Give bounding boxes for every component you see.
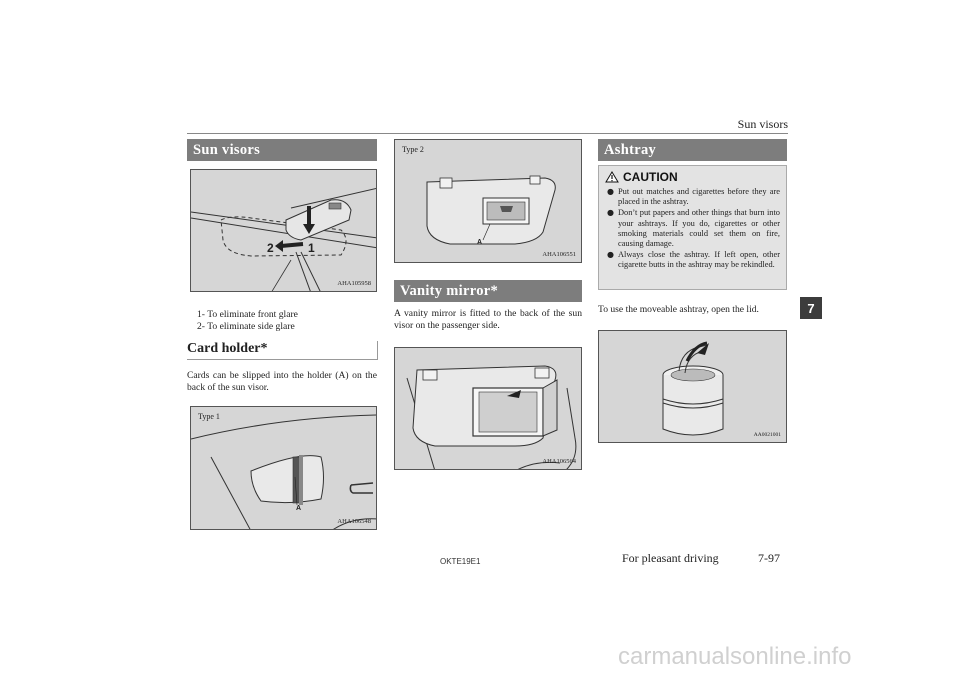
figure-vanity-mirror-type2 [394, 139, 582, 263]
caution-list [599, 187, 786, 271]
running-title: Sun visors [737, 117, 788, 131]
bullet-icon: ● [607, 187, 614, 196]
vanity-mirror-text: A vanity mirror is fitted to the back of the sun visor on the passenger side. [394, 308, 582, 332]
footer-code: OKTE19E1 [440, 557, 481, 566]
figure-id: AHA105958 [337, 280, 371, 287]
figure-id: AHA106551 [542, 251, 576, 258]
subsection-title-card-holder: Card holder* [187, 341, 378, 360]
vanity-mirror-illustration [395, 348, 582, 470]
caution-item [607, 250, 780, 270]
caution-item [607, 187, 780, 207]
section-title-vanity-mirror: Vanity mirror* [394, 280, 582, 302]
footer-section: For pleasant driving [622, 551, 719, 565]
callout-2: 2 [267, 241, 274, 255]
legend-item: 2- To eliminate side glare [197, 321, 295, 333]
caution-box [598, 165, 787, 290]
ashtray-illustration [599, 331, 787, 443]
bullet-icon: ● [607, 208, 614, 218]
caution-item-text: Don’t put papers and other things that burn into your ashtrays. If you do, cigarettes or other smoking materials could set them on fire, causing damage. [617, 208, 780, 249]
section-title-ashtray: Ashtray [598, 139, 787, 161]
watermark[interactable]: carmanualsonline.info [618, 643, 852, 670]
caution-item [607, 208, 780, 249]
figure-card-holder [190, 406, 377, 530]
warning-triangle-icon [605, 171, 619, 183]
figure-vanity-mirror [394, 347, 582, 470]
callout-1: 1 [308, 241, 315, 255]
callout-a: A [296, 505, 302, 512]
caution-item-text: Put out matches and cigarettes before they are placed in the ashtray. [617, 187, 780, 207]
figure-id: AA0021001 [753, 432, 781, 438]
caution-title: CAUTION [623, 170, 678, 184]
figure-sun-visor-positions [190, 169, 377, 292]
caution-item-text: Always close the ashtray. If left open, other cigarette butts in the ashtray may be rekindled. [617, 250, 780, 270]
page-number: 7-97 [758, 551, 780, 565]
section-title-sun-visors: Sun visors [187, 139, 377, 161]
figure-ashtray [598, 330, 787, 443]
figure-id: AHA106564 [542, 458, 576, 465]
header-rule [187, 133, 788, 134]
card-holder-text: Cards can be slipped into the holder (A) on the back of the sun visor. [187, 370, 377, 394]
legend-list [197, 309, 377, 334]
ashtray-text: To use the moveable ashtray, open the lid. [598, 304, 759, 315]
figure-type-label: Type 1 [198, 412, 220, 421]
sun-visor-illustration [191, 170, 377, 292]
figure-type-label: Type 2 [402, 145, 424, 154]
card-holder-illustration [191, 407, 377, 530]
figure-id: AHA106548 [337, 518, 371, 525]
legend-item: 1- To eliminate front glare [197, 309, 298, 320]
bullet-icon: ● [607, 250, 614, 260]
chapter-tab: 7 [800, 297, 822, 319]
vanity-mirror-type2-illustration [395, 140, 582, 263]
callout-a: A [477, 239, 483, 246]
caution-header [599, 166, 786, 184]
